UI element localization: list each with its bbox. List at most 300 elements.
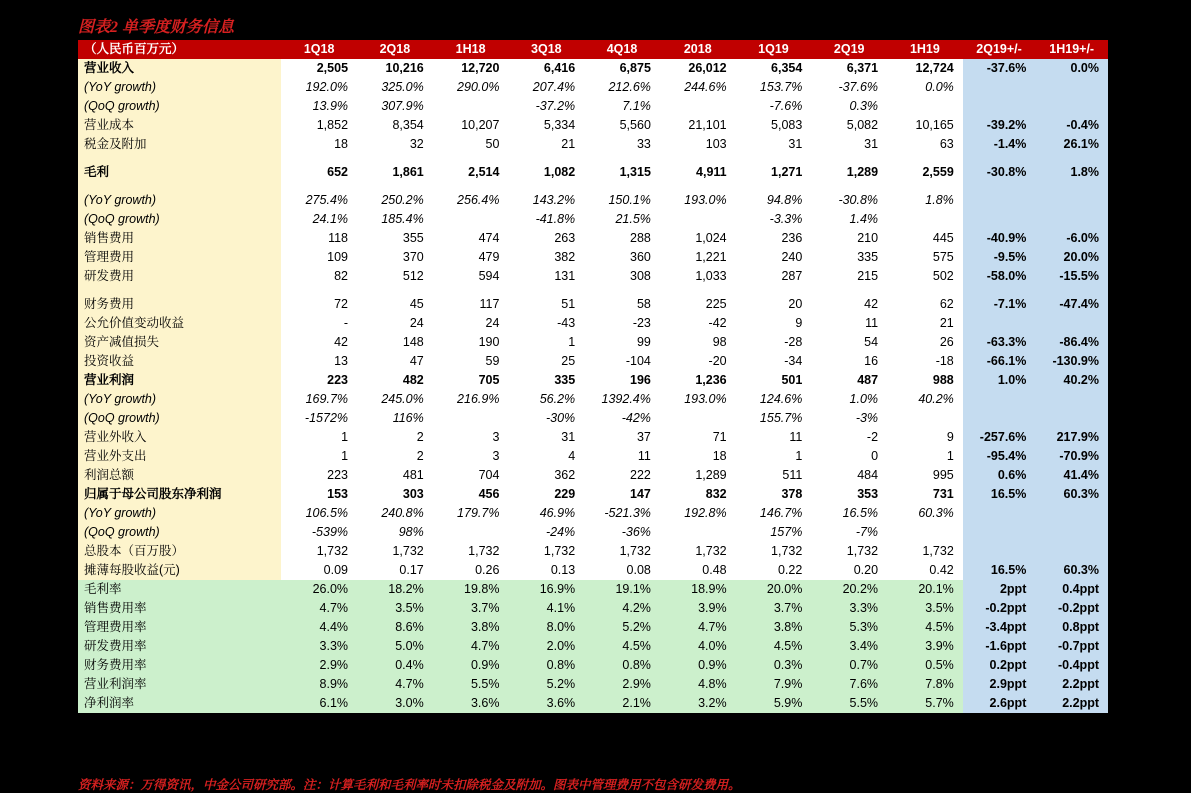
table-cell: 5.5%	[433, 675, 509, 694]
table-cell: 0.26	[475, 563, 500, 577]
table-cell: 26,012	[688, 61, 727, 75]
table-cell: -1572%	[304, 411, 349, 425]
table-cell: 131	[554, 269, 576, 283]
table-cell	[811, 182, 887, 191]
table-cell: 20.0%	[1035, 248, 1108, 267]
table-cell: -66.1%	[963, 352, 1036, 371]
table-cell	[1035, 78, 1108, 97]
table-row	[78, 116, 1108, 135]
table-cell	[1035, 191, 1108, 210]
table-cell: -1.4%	[963, 135, 1036, 154]
table-cell: 0.9%	[660, 656, 736, 675]
table-cell: 0	[871, 449, 879, 463]
table-row	[78, 409, 1108, 428]
table-cell: -3.3%	[769, 212, 803, 226]
table-cell: 153.7%	[759, 80, 803, 94]
table-cell: 0.8%	[584, 656, 660, 675]
table-cell	[281, 182, 357, 191]
table-cell: 4	[568, 449, 576, 463]
table-cell	[963, 390, 1036, 409]
table-row	[78, 580, 1108, 599]
table-cell: 37	[636, 430, 651, 444]
table-cell: -3%	[855, 411, 879, 425]
table-row	[78, 210, 1108, 229]
table-cell: -47.4%	[1035, 295, 1108, 314]
table-cell: 487	[857, 373, 879, 387]
table-cell: 240	[781, 250, 803, 264]
table-cell: 20	[788, 297, 803, 311]
table-cell: 146.7%	[759, 506, 803, 520]
table-cell: -86.4%	[1035, 333, 1108, 352]
row-label: 营业外收入	[78, 428, 281, 447]
table-cell: 109	[327, 250, 349, 264]
table-cell: 20.1%	[887, 580, 963, 599]
table-cell: 31	[561, 430, 576, 444]
table-cell: 60.3%	[1035, 561, 1108, 580]
table-cell	[1035, 314, 1108, 333]
table-cell: 501	[781, 373, 803, 387]
table-cell: 153	[327, 487, 349, 501]
column-header: 1H19+/-	[1035, 40, 1108, 59]
row-label: (YoY growth)	[78, 78, 281, 97]
table-cell: 1	[341, 430, 349, 444]
table-row	[78, 191, 1108, 210]
table-cell: 5,083	[771, 118, 803, 132]
table-cell: 7.8%	[887, 675, 963, 694]
table-cell	[887, 182, 963, 191]
table-cell: 60.3%	[918, 506, 954, 520]
row-label: 归属于母公司股东净利润	[78, 485, 281, 504]
table-cell: 4,911	[696, 165, 727, 179]
table-cell	[1035, 154, 1108, 163]
table-cell	[887, 97, 963, 116]
column-header: 2018	[660, 40, 736, 59]
table-cell: 169.7%	[305, 392, 349, 406]
table-cell: -0.4ppt	[1035, 656, 1108, 675]
table-cell: 116%	[392, 411, 424, 425]
table-cell: 3.9%	[660, 599, 736, 618]
table-cell	[433, 210, 509, 229]
table-cell: 245.0%	[381, 392, 424, 406]
table-cell: 196	[630, 373, 651, 387]
table-cell: 190	[478, 335, 500, 349]
table-cell: 2.2ppt	[1035, 694, 1108, 713]
table-cell	[433, 409, 509, 428]
table-cell: 13.9%	[312, 99, 349, 113]
table-cell	[433, 182, 509, 191]
table-cell: 99	[636, 335, 651, 349]
table-cell: 0.13	[550, 563, 576, 577]
table-cell: 40.2%	[918, 392, 954, 406]
table-cell: 0.0%	[925, 80, 954, 94]
table-cell: -36%	[621, 525, 651, 539]
table-cell: 229	[554, 487, 576, 501]
table-cell	[736, 182, 812, 191]
table-cell: 8.0%	[508, 618, 584, 637]
table-cell	[433, 97, 509, 116]
table-cell: 3.4%	[811, 637, 887, 656]
table-cell: -30%	[545, 411, 576, 425]
exhibit-title: 图表2 单季度财务信息	[78, 19, 235, 36]
table-cell: 193.0%	[684, 193, 727, 207]
row-label	[78, 286, 281, 295]
row-label: 营业成本	[78, 116, 281, 135]
row-label: 财务费用	[78, 295, 281, 314]
table-cell: 42	[334, 335, 349, 349]
table-cell: 2	[416, 449, 424, 463]
table-cell: 1392.4%	[601, 392, 651, 406]
row-label: 总股本（百万股）	[78, 542, 281, 561]
table-cell: -20	[708, 354, 727, 368]
table-cell: 72	[334, 297, 349, 311]
table-cell: -63.3%	[963, 333, 1036, 352]
table-cell: 117	[479, 297, 500, 311]
table-cell	[887, 409, 963, 428]
table-cell: 24.1%	[312, 212, 349, 226]
row-label: 税金及附加	[78, 135, 281, 154]
column-header: 2Q18	[357, 40, 433, 59]
table-cell: -34	[784, 354, 803, 368]
table-cell	[1035, 542, 1108, 561]
table-cell: 2,505	[316, 61, 349, 75]
table-cell: 0.4ppt	[1035, 580, 1108, 599]
table-cell: 143.2%	[532, 193, 576, 207]
table-cell	[660, 210, 736, 229]
table-cell: 5.7%	[887, 694, 963, 713]
row-label: 销售费用	[78, 229, 281, 248]
table-cell	[281, 286, 357, 295]
table-cell: 2.2ppt	[1035, 675, 1108, 694]
table-cell: 5,334	[543, 118, 576, 132]
table-cell: -24%	[545, 525, 576, 539]
table-cell: 0.22	[777, 563, 803, 577]
table-cell	[1035, 390, 1108, 409]
table-cell	[1035, 409, 1108, 428]
table-cell: -7%	[855, 525, 879, 539]
table-cell: -42	[708, 316, 727, 330]
table-cell: 7.6%	[811, 675, 887, 694]
table-cell	[963, 314, 1036, 333]
table-cell: 1,221	[695, 250, 727, 264]
table-row	[78, 97, 1108, 116]
table-cell: 2	[416, 430, 424, 444]
table-cell: 6,354	[771, 61, 803, 75]
table-cell: -37.6%	[838, 80, 879, 94]
table-cell: -39.2%	[963, 116, 1036, 135]
column-header: 2Q19+/-	[963, 40, 1036, 59]
table-cell: 6,875	[619, 61, 651, 75]
table-cell: 335	[554, 373, 576, 387]
table-cell: 5.3%	[811, 618, 887, 637]
table-cell: 7.1%	[622, 99, 651, 113]
table-cell	[963, 97, 1036, 116]
quarterly-financials-table	[78, 40, 1108, 713]
table-cell: 193.0%	[684, 392, 727, 406]
table-cell: -37.6%	[963, 59, 1036, 78]
table-cell	[963, 78, 1036, 97]
table-cell: 0.09	[323, 563, 349, 577]
table-cell: 11	[865, 316, 879, 330]
table-cell: 1.8%	[925, 193, 954, 207]
table-cell: 147	[630, 487, 651, 501]
table-cell: -15.5%	[1035, 267, 1108, 286]
table-cell: 0.8ppt	[1035, 618, 1108, 637]
table-cell: -43	[557, 316, 576, 330]
row-label: 管理费用率	[78, 618, 281, 637]
row-label: 毛利率	[78, 580, 281, 599]
row-label: (QoQ growth)	[78, 210, 281, 229]
table-cell: 32	[409, 137, 424, 151]
table-cell: 1,315	[619, 165, 651, 179]
table-cell: -1.6ppt	[963, 637, 1036, 656]
row-label: 营业利润	[78, 371, 281, 390]
table-cell: -30.8%	[963, 163, 1036, 182]
table-cell: -9.5%	[963, 248, 1036, 267]
table-row	[78, 333, 1108, 352]
column-header: 4Q18	[584, 40, 660, 59]
table-cell: 210	[857, 231, 879, 245]
table-row	[78, 248, 1108, 267]
table-cell: 1,852	[316, 118, 349, 132]
table-cell: 1,732	[468, 544, 500, 558]
table-cell	[1035, 523, 1108, 542]
table-cell: 355	[402, 231, 424, 245]
table-cell	[660, 523, 736, 542]
table-row	[78, 390, 1108, 409]
table-cell	[584, 154, 660, 163]
table-cell: 21,101	[688, 118, 727, 132]
table-cell: 1,732	[922, 544, 954, 558]
table-cell: -257.6%	[963, 428, 1036, 447]
table-cell: 1,289	[846, 165, 879, 179]
table-cell: -7.6%	[769, 99, 803, 113]
table-cell: 54	[864, 335, 879, 349]
table-cell: 51	[561, 297, 576, 311]
table-cell	[1035, 97, 1108, 116]
table-row	[78, 675, 1108, 694]
table-cell: 0.20	[853, 563, 879, 577]
table-cell: 3.8%	[736, 618, 812, 637]
table-cell: -0.7ppt	[1035, 637, 1108, 656]
table-cell: 1,033	[695, 269, 727, 283]
table-cell: 3.8%	[433, 618, 509, 637]
table-cell: 2ppt	[963, 580, 1036, 599]
table-cell: 25	[561, 354, 576, 368]
table-cell	[660, 97, 736, 116]
table-cell	[660, 154, 736, 163]
table-cell: 223	[327, 468, 349, 482]
table-cell: 481	[402, 468, 424, 482]
row-label: 营业利润率	[78, 675, 281, 694]
table-cell	[357, 286, 433, 295]
table-cell: 1,271	[771, 165, 803, 179]
table-cell: 3.9%	[887, 637, 963, 656]
table-cell: 2,514	[468, 165, 500, 179]
table-cell: 474	[478, 231, 500, 245]
table-cell	[660, 182, 736, 191]
table-cell: 704	[478, 468, 500, 482]
table-row	[78, 314, 1108, 333]
table-cell: 4.7%	[357, 675, 433, 694]
table-cell: 179.7%	[457, 506, 500, 520]
table-cell: 1.0%	[963, 371, 1036, 390]
table-cell: -	[343, 316, 349, 330]
table-cell: 0.3%	[849, 99, 879, 113]
table-cell: 256.4%	[457, 193, 500, 207]
table-cell: 244.6%	[684, 80, 727, 94]
table-cell	[433, 154, 509, 163]
row-label: (YoY growth)	[78, 390, 281, 409]
table-row	[78, 267, 1108, 286]
table-cell: 47	[409, 354, 424, 368]
table-cell	[660, 286, 736, 295]
table-cell	[963, 210, 1036, 229]
table-cell: 4.8%	[660, 675, 736, 694]
table-cell: 12,724	[915, 61, 954, 75]
table-cell: 5.5%	[811, 694, 887, 713]
table-cell: 4.0%	[660, 637, 736, 656]
table-cell: 98	[712, 335, 727, 349]
table-cell: 6,416	[543, 61, 576, 75]
table-cell: 353	[857, 487, 879, 501]
table-cell: 0.42	[929, 563, 954, 577]
column-header: 1Q19	[736, 40, 812, 59]
table-cell: 212.6%	[608, 80, 651, 94]
table-cell: 26.0%	[281, 580, 357, 599]
row-label	[78, 154, 281, 163]
table-cell	[963, 409, 1036, 428]
table-cell: 223	[327, 373, 349, 387]
column-header: 3Q18	[508, 40, 584, 59]
table-cell: 157%	[770, 525, 803, 539]
table-cell: 18	[334, 137, 349, 151]
table-cell: 2.9%	[584, 675, 660, 694]
table-cell: 45	[409, 297, 424, 311]
table-cell: 988	[932, 373, 954, 387]
table-cell: 8,354	[392, 118, 424, 132]
table-cell: 3.3%	[811, 599, 887, 618]
table-cell: 13	[334, 354, 349, 368]
table-cell	[963, 504, 1036, 523]
table-cell: 2.1%	[584, 694, 660, 713]
table-cell: 360	[630, 250, 651, 264]
table-cell: 6.1%	[281, 694, 357, 713]
table-cell: -7.1%	[963, 295, 1036, 314]
table-cell	[963, 191, 1036, 210]
table-cell: 1,082	[543, 165, 576, 179]
table-row	[78, 352, 1108, 371]
table-row	[78, 656, 1108, 675]
table-cell: 222	[630, 468, 651, 482]
table-row	[78, 599, 1108, 618]
table-cell: -521.3%	[604, 506, 651, 520]
table-cell: 1,861	[392, 165, 424, 179]
table-cell: -130.9%	[1035, 352, 1108, 371]
table-cell: 4.5%	[736, 637, 812, 656]
table-cell: 5.9%	[736, 694, 812, 713]
table-cell: 26	[939, 335, 954, 349]
table-cell: -3.4ppt	[963, 618, 1036, 637]
row-label: 营业外支出	[78, 447, 281, 466]
table-cell: 0.3%	[736, 656, 812, 675]
table-cell: 225	[705, 297, 727, 311]
table-cell: 0.5%	[887, 656, 963, 675]
table-cell: 3.6%	[508, 694, 584, 713]
table-cell: 82	[334, 269, 349, 283]
table-cell: 124.6%	[759, 392, 803, 406]
table-cell: 288	[630, 231, 651, 245]
table-cell: 335	[857, 250, 879, 264]
table-cell: 5.0%	[357, 637, 433, 656]
table-cell	[1035, 504, 1108, 523]
table-cell	[660, 409, 736, 428]
table-body	[78, 59, 1108, 713]
table-cell: 1,732	[695, 544, 727, 558]
table-cell: 4.5%	[584, 637, 660, 656]
table-cell: 3.5%	[357, 599, 433, 618]
table-cell: 9	[795, 316, 803, 330]
table-cell: 40.2%	[1035, 371, 1108, 390]
table-cell: 731	[932, 487, 954, 501]
table-row	[78, 523, 1108, 542]
table-cell: -95.4%	[963, 447, 1036, 466]
table-cell: 41.4%	[1035, 466, 1108, 485]
row-label: 销售费用率	[78, 599, 281, 618]
table-cell: 5.2%	[584, 618, 660, 637]
table-cell	[433, 286, 509, 295]
table-cell: 1,024	[695, 231, 727, 245]
table-row	[78, 286, 1108, 295]
table-row	[78, 182, 1108, 191]
table-cell	[508, 286, 584, 295]
table-cell	[584, 286, 660, 295]
table-cell	[887, 286, 963, 295]
table-cell: 1.8%	[1035, 163, 1108, 182]
table-cell	[887, 523, 963, 542]
table-cell: 10,216	[385, 61, 424, 75]
table-cell: 118	[328, 231, 349, 245]
table-cell: 26.1%	[1035, 135, 1108, 154]
table-cell	[963, 286, 1036, 295]
table-cell: 16.9%	[508, 580, 584, 599]
table-cell: 18.2%	[357, 580, 433, 599]
table-cell: 8.9%	[281, 675, 357, 694]
table-cell: 192.0%	[305, 80, 349, 94]
table-cell: 10,207	[461, 118, 500, 132]
table-cell: 3	[492, 449, 500, 463]
table-cell: -2	[866, 430, 879, 444]
table-cell	[887, 154, 963, 163]
table-cell: 1.0%	[849, 392, 879, 406]
table-cell: 16	[864, 354, 879, 368]
table-cell: 511	[782, 468, 803, 482]
row-label: 营业收入	[78, 59, 281, 78]
source-note: 资料来源：万得资讯，中金公司研究部。注：计算毛利和毛利率时未扣除税金及附加。图表中管理费用不包含研发费用。	[78, 778, 741, 792]
table-cell	[1035, 210, 1108, 229]
table-cell: 308	[630, 269, 651, 283]
column-header: （人民币百万元）	[78, 40, 281, 59]
row-label: 管理费用	[78, 248, 281, 267]
table-cell: 3.7%	[736, 599, 812, 618]
table-cell: 20.0%	[736, 580, 812, 599]
table-cell: 1	[946, 449, 954, 463]
table-row	[78, 694, 1108, 713]
table-cell: 24	[409, 316, 424, 330]
table-cell: 0.8%	[508, 656, 584, 675]
table-cell: 0.08	[626, 563, 651, 577]
table-row	[78, 504, 1108, 523]
table-cell: 4.5%	[887, 618, 963, 637]
